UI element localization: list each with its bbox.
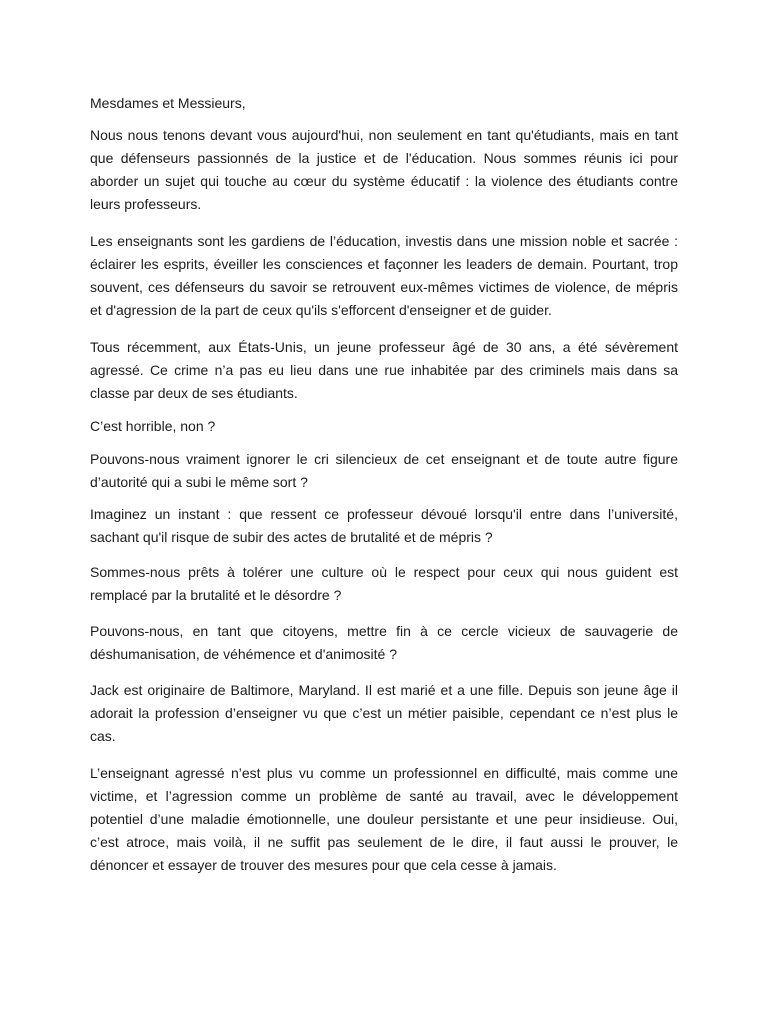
paragraph-intro: Nous nous tenons devant vous aujourd'hui, non seulement en tant qu'étudiants, mais en tant que défenseurs passionnés de la justice et de l'éducation. Nous sommes réunis ici pour aborder un sujet qui touche au cœur du système éducatif : la violence des étudiants contre leurs professeurs. — [90, 127, 678, 212]
paragraph-teachers: Les enseignants sont les gardiens de l’éducation, investis dans une mission noble et sacrée : éclairer les esprits, éveiller les consciences et façonner les leaders de demain. Pourtant, trop souvent, ces défenseurs du savoir se retrouvent eux-mêmes victimes de violence, de mépris et d'agression de la part de ceux qu'ils s'efforcent d'enseigner et de guider. — [90, 233, 678, 318]
paragraph-horrible: C’est horrible, non ? — [90, 418, 216, 434]
greeting: Mesdames et Messieurs, — [90, 95, 246, 111]
paragraph-imagine: Imaginez un instant : que ressent ce professeur dévoué lorsqu'il entre dans l’université, sachant qu'il risque de subir des actes de brutalité et de mépris ? — [90, 506, 678, 545]
document-page — [90, 92, 678, 877]
paragraph-culture: Sommes-nous prêts à tolérer une culture où le respect pour ceux qui nous guident est remplacé par la brutalité et le désordre ? — [90, 564, 678, 603]
paragraph-citizens: Pouvons-nous, en tant que citoyens, mettre fin à ce cercle vicieux de sauvagerie de déshumanisation, de véhémence et d'animosité ? — [90, 623, 678, 662]
paragraph-jack: Jack est originaire de Baltimore, Maryland. Il est marié et a une fille. Depuis son jeune âge il adorait la profession d’enseigner vu que c’est un métier paisible, cependant ce n’est plus le cas. — [90, 682, 678, 744]
paragraph-question-ignore: Pouvons-nous vraiment ignorer le cri silencieux de cet enseignant et de toute autre figure d’autorité qui a subi le même sort ? — [90, 451, 678, 490]
paragraph-incident: Tous récemment, aux États-Unis, un jeune professeur âgé de 30 ans, a été sévèrement agressé. Ce crime n’a pas eu lieu dans une rue inhabitée par des criminels mais dans sa classe par deux de ses étudiants. — [90, 339, 678, 401]
paragraph-conclusion: L’enseignant agressé n’est plus vu comme un professionnel en difficulté, mais comme une victime, et l’agression comme un problème de santé au travail, avec le développement potentiel d’une maladie émotionnelle, une douleur persistante et une peur insidieuse. Oui, c’est atroce, mais voilà, il ne suffit pas seulement de le dire, il faut aussi le prouver, le dénoncer et essayer de trouver des mesures pour que cela cesse à jamais. — [90, 765, 678, 873]
